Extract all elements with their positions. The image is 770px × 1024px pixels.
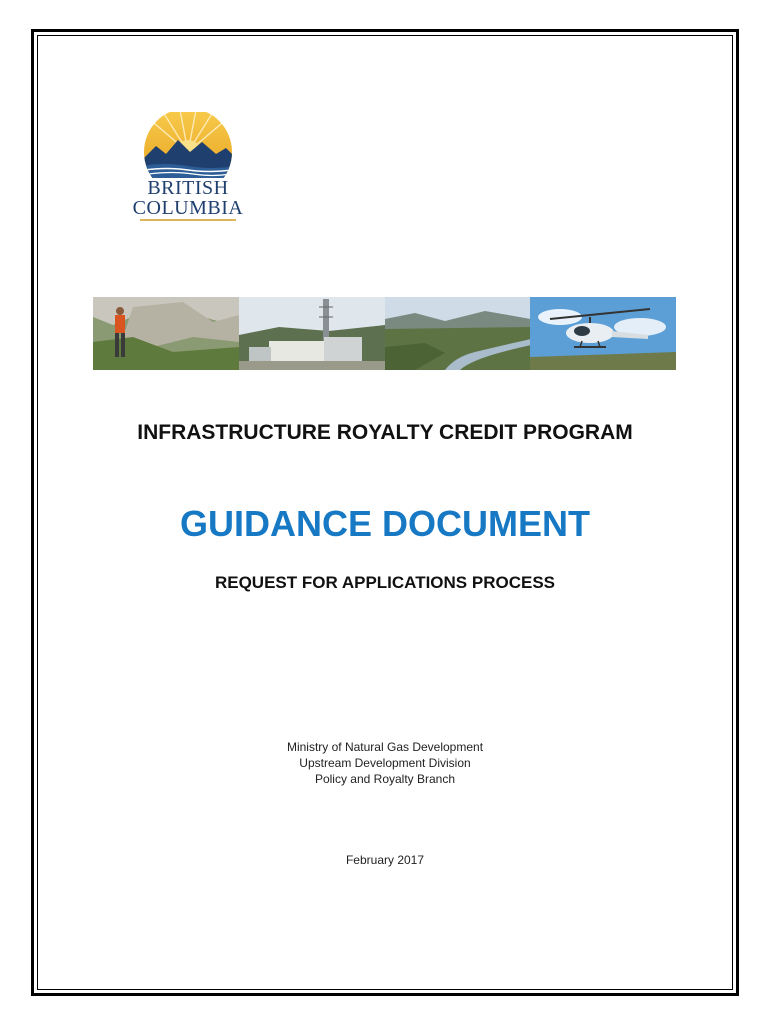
sun-mountain-emblem	[118, 112, 258, 178]
logo-text-british: BRITISH	[147, 177, 229, 199]
photo-field-worker	[93, 297, 239, 370]
photo-gas-facility	[239, 297, 385, 370]
photo-helicopter	[530, 297, 676, 370]
british-columbia-logo	[118, 112, 258, 224]
program-title: INFRASTRUCTURE ROYALTY CREDIT PROGRAM	[137, 421, 633, 444]
document-subtitle: REQUEST FOR APPLICATIONS PROCESS	[214, 573, 556, 592]
photo-strip	[93, 297, 676, 370]
publication-date: February 2017	[345, 853, 425, 867]
photo-river-valley	[385, 297, 531, 370]
ministry-name: Ministry of Natural Gas Development	[286, 740, 484, 754]
document-title: GUIDANCE DOCUMENT	[180, 503, 590, 544]
division-name: Upstream Development Division	[299, 756, 471, 770]
branch-name: Policy and Royalty Branch	[314, 772, 456, 786]
logo-underline	[140, 219, 236, 221]
logo-text-columbia: COLUMBIA	[132, 197, 244, 219]
